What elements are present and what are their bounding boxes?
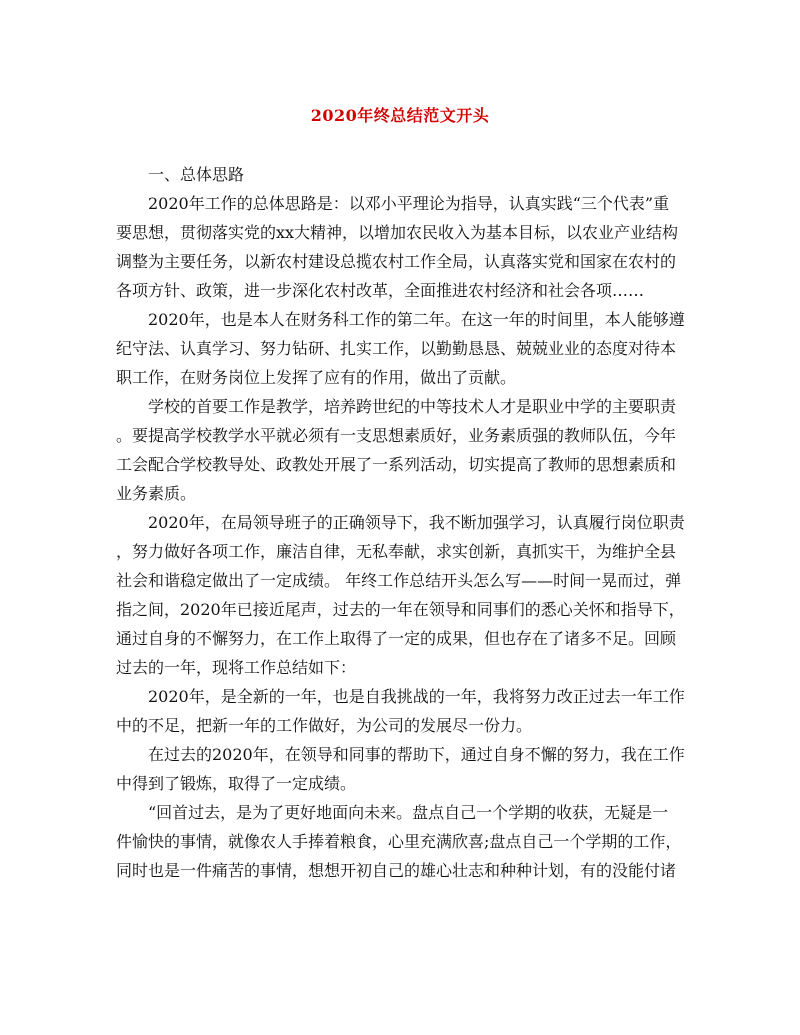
- paragraph-line: 2020年，是全新的一年，也是自我挑战的一年，我将努力改正过去一年工作: [148, 687, 685, 706]
- paragraph-line: 2020年，也是本人在财务科工作的第二年。在这一年的时间里，本人能够遵: [148, 310, 685, 329]
- paragraph-line: 件愉快的事情，就像农人手捧着粮食，心里充满欣喜;盘点自己一个学期的工作，: [116, 832, 682, 851]
- paragraph-line: 各项方针、政策，进一步深化农村改革，全面推进农村经济和社会各项……: [116, 281, 645, 300]
- paragraph-line: 业务素质。: [116, 484, 197, 503]
- paragraph-line: 职工作，在财务岗位上发挥了应有的作用，做出了贡献。: [116, 368, 517, 387]
- paragraph-line: 调整为主要任务，以新农村建设总揽农村工作全局，认真落实党和国家在农村的: [116, 252, 677, 271]
- paragraph-line: 纪守法、认真学习、努力钻研、扎实工作，以勤勤恳恳、兢兢业业的态度对待本: [116, 339, 677, 358]
- paragraph-line: 同时也是一件痛苦的事情，想想开初自己的雄心壮志和种种计划，有的没能付诸: [116, 861, 677, 880]
- paragraph-line: ，努力做好各项工作，廉洁自律，无私奉献，求实创新，真抓实干，为维护全县: [116, 542, 677, 561]
- paragraph-line: 工会配合学校教导处、政教处开展了一系列活动，切实提高了教师的思想素质和: [116, 455, 677, 474]
- paragraph-line: 中得到了锻炼，取得了一定成绩。: [116, 774, 357, 793]
- document-body: [116, 160, 685, 885]
- paragraph-line: 学校的首要工作是教学，培养跨世纪的中等技术人才是职业中学的主要职责: [148, 397, 677, 416]
- paragraph-line: 指之间，2020年已接近尾声，过去的一年在领导和同事们的悉心关怀和指导下，: [116, 600, 685, 619]
- paragraph-line: 2020年，在局领导班子的正确领导下，我不断加强学习，认真履行岗位职责: [148, 513, 685, 532]
- paragraph-line: 中的不足，把新一年的工作做好，为公司的发展尽一份力。: [116, 716, 533, 735]
- paragraph-line: 在过去的2020年，在领导和同事的帮助下，通过自身不懈的努力，我在工作: [148, 745, 685, 764]
- paragraph-line: “回首过去，是为了更好地面向未来。盘点自己一个学期的收获，无疑是一: [148, 803, 669, 822]
- paragraph-line: 。要提高学校教学水平就必须有一支思想素质好，业务素质强的教师队伍，今年: [116, 426, 677, 445]
- paragraph-line: 过去的一年，现将工作总结如下：: [116, 658, 357, 677]
- paragraph-line: 社会和谐稳定做出了一定成绩。 年终工作总结开头怎么写——时间一晃而过，弹: [116, 571, 682, 590]
- paragraph-line: 通过自身的不懈努力，在工作上取得了一定的成果，但也存在了诸多不足。回顾: [116, 629, 677, 648]
- paragraph-line: 要思想，贯彻落实党的xx大精神，以增加农民收入为基本目标，以农业产业结构: [116, 223, 679, 242]
- section-heading: 一、总体思路: [148, 165, 245, 184]
- document-title: 2020年终总结范文开头: [310, 106, 490, 125]
- paragraph-line: 2020年工作的总体思路是：以邓小平理论为指导，认真实践“三个代表”重: [148, 194, 670, 213]
